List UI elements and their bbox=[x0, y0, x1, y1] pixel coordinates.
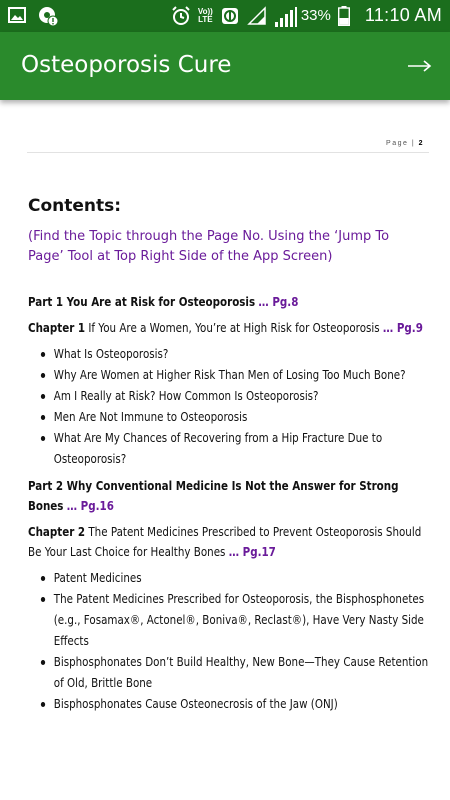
app-bar bbox=[0, 32, 450, 100]
data-saver-icon bbox=[220, 6, 240, 26]
app-title: Osteoporosis Cure bbox=[21, 52, 232, 78]
chapter-2-topics bbox=[40, 568, 431, 715]
list-item: What Is Osteoporosis? bbox=[40, 344, 431, 365]
chapter-1-topics bbox=[40, 344, 431, 470]
list-item: Am I Really at Risk? How Common Is Osteoporosis? bbox=[40, 386, 431, 407]
contents-note: (Find the Topic through the Page No. Using the ‘Jump To Page’ Tool at Top Right Side of the App Screen) bbox=[28, 229, 390, 264]
signal-icon-1 bbox=[247, 6, 267, 26]
arrow-right-icon bbox=[407, 59, 433, 73]
page-reference: … Pg.8 bbox=[258, 295, 299, 309]
contents-heading: Contents: bbox=[28, 196, 122, 216]
list-item: Men Are Not Immune to Osteoporosis bbox=[40, 407, 431, 428]
toc-entry-chapter-2: Chapter 2 The Patent Medicines Prescribed to Prevent Osteoporosis Should Be Your Last Choice for Healthy Bones … Pg.17 bbox=[28, 525, 422, 559]
toc-entry-chapter-1: Chapter 1 If You Are a Women, You’re at High Risk for Osteoporosis … Pg.9 bbox=[28, 321, 423, 335]
list-item: What Are My Chances of Recovering from a Hip Fracture Due to Osteoporosis? bbox=[40, 428, 431, 470]
list-item: Why Are Women at Higher Risk Than Men of Losing Too Much Bone? bbox=[40, 365, 431, 386]
list-item: Patent Medicines bbox=[40, 568, 431, 589]
list-item: Bisphosphonates Don’t Build Healthy, New Bone—They Cause Retention of Old, Brittle Bone bbox=[40, 652, 431, 694]
clock: 11:10 AM bbox=[364, 5, 442, 25]
list-item: Bisphosphonates Cause Osteonecrosis of the Jaw (ONJ) bbox=[40, 694, 431, 715]
toc-entry-part-2: Part 2 Why Conventional Medicine Is Not the Answer for Strong Bones … Pg.16 bbox=[28, 479, 399, 513]
alarm-icon bbox=[171, 6, 191, 26]
document-page[interactable] bbox=[0, 100, 450, 800]
toc-entry-part-1: Part 1 You Are at Risk for Osteoporosis … Pg.8 bbox=[28, 295, 299, 309]
battery-icon bbox=[338, 6, 358, 26]
page-reference: … Pg.9 bbox=[382, 321, 423, 335]
volte-indicator: Vo)) LTE bbox=[197, 6, 213, 24]
table-of-contents bbox=[28, 292, 433, 721]
battery-percent: 33% bbox=[300, 7, 331, 24]
signal-icon-2 bbox=[274, 6, 294, 26]
header-divider bbox=[27, 152, 429, 153]
page-reference: … Pg.16 bbox=[66, 499, 114, 513]
page-number: Page | 2 bbox=[386, 140, 424, 147]
list-item: The Patent Medicines Prescribed for Osteoporosis, the Bisphosphonetes (e.g., Fosamax®, Actonel®, Boniva®, Reclast®), Have Very Nasty Side Effects bbox=[40, 589, 431, 652]
notification-icon bbox=[38, 6, 58, 26]
page-reference: … Pg.17 bbox=[228, 545, 276, 559]
status-bar bbox=[0, 0, 450, 32]
jump-to-page-button[interactable] bbox=[404, 50, 436, 82]
image-icon bbox=[8, 6, 28, 26]
